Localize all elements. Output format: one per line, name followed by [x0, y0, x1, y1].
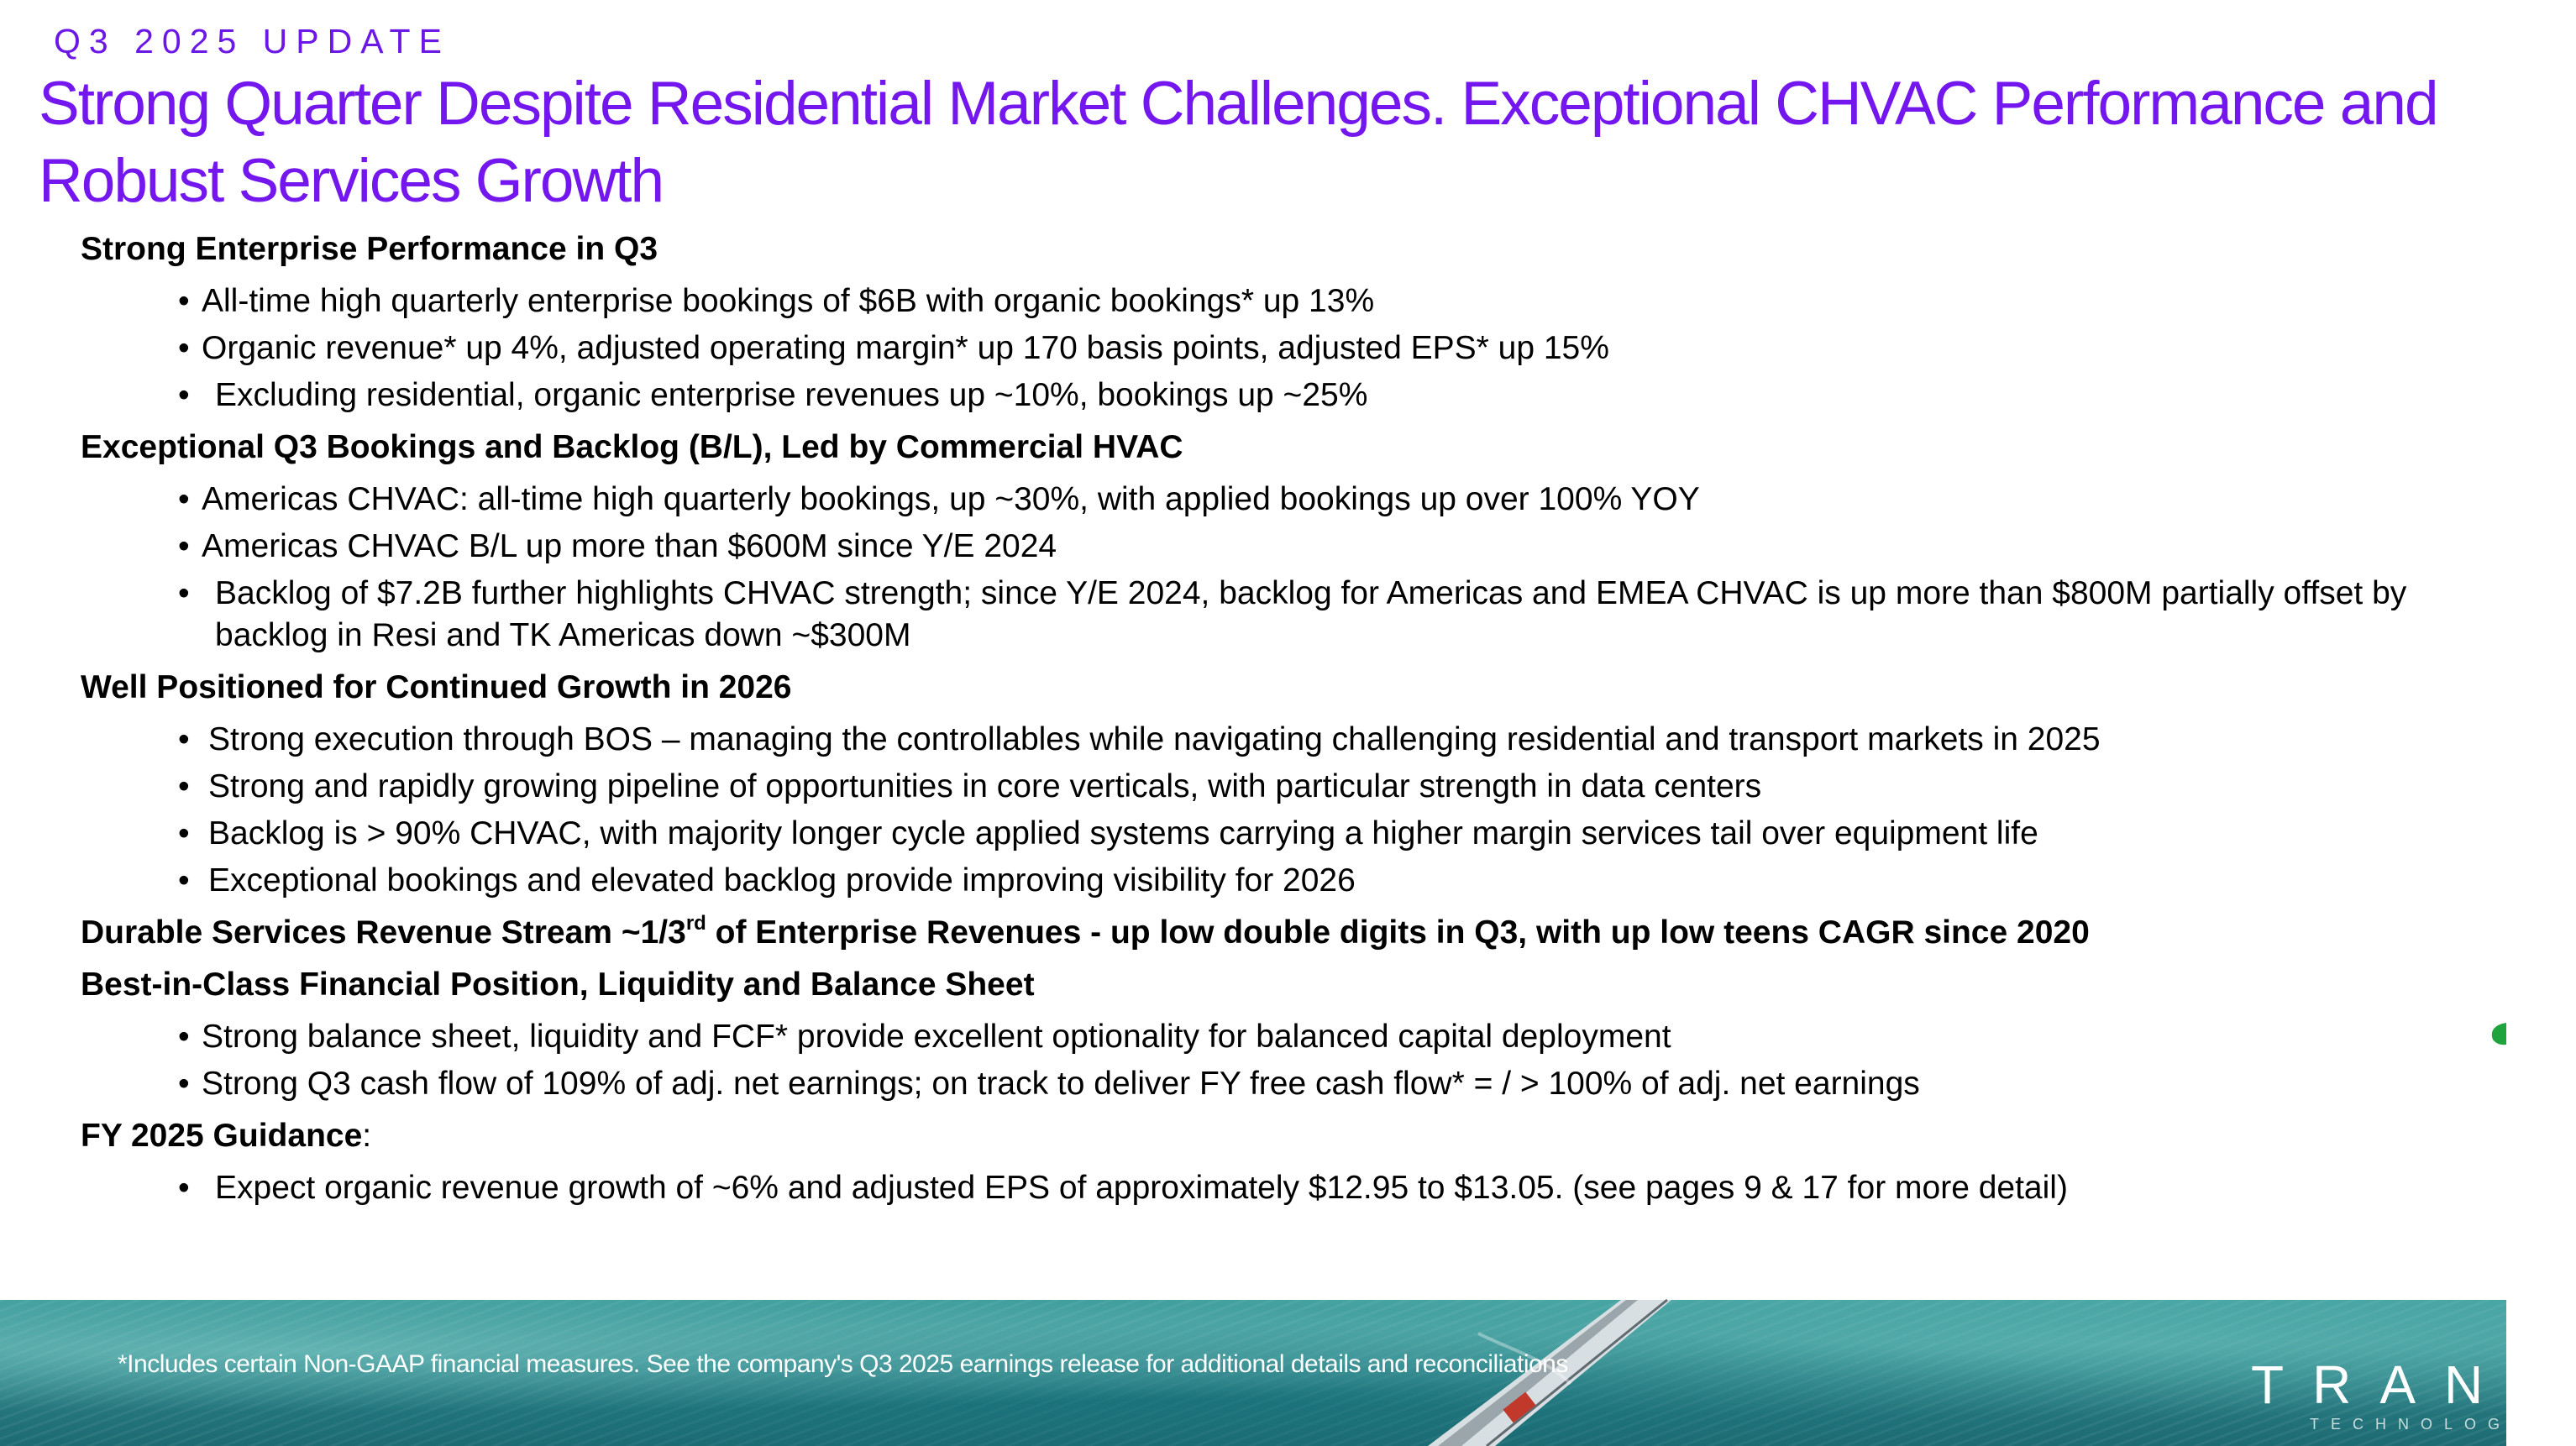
bullet-text: Strong Q3 cash flow of 109% of adj. net earnings; on track to deliver FY free cash flow* = / > 100% of adj. net earnings — [202, 1066, 1920, 1102]
section-heading: Best-in-Class Financial Position, Liquidity and Balance Sheet — [81, 967, 1035, 1003]
bullet-dot: • — [178, 528, 190, 564]
section-heading: Exceptional Q3 Bookings and Backlog (B/L), Led by Commercial HVAC — [81, 429, 1183, 465]
bullet-text: Excluding residential, organic enterprise revenues up ~10%, bookings up ~25% — [215, 377, 1368, 413]
slide-title: Strong Quarter Despite Residential Market Challenges. Exceptional CHVAC Performance and Robust Services Growth — [39, 70, 2437, 215]
bullet-text: Backlog of $7.2B further highlights CHVAC strength; since Y/E 2024, backlog for Americas and EMEA CHVAC is up more than $800M partially offset by backlog in Resi and TK Americas down ~$300M — [215, 575, 2407, 653]
bullet-item — [81, 1167, 2483, 1209]
bullet-text: Expect organic revenue growth of ~6% and adjusted EPS of approximately $12.95 to $13.05. (see pages 9 & 17 for more detail) — [215, 1170, 2068, 1206]
bullet-item — [81, 719, 2483, 761]
bullet-text: Strong and rapidly growing pipeline of opportunities in core verticals, with particular strength in data centers — [208, 768, 1762, 804]
leaf-icon — [2488, 1018, 2506, 1051]
bullet-item — [81, 573, 2483, 657]
bullet-item — [81, 327, 2483, 369]
heading-superscript: rd — [685, 912, 706, 935]
bullet-text: Backlog is > 90% CHVAC, with majority longer cycle applied systems carrying a higher margin services tail over equipment life — [208, 815, 2038, 851]
bullet-text: Americas CHVAC B/L up more than $600M since Y/E 2024 — [202, 528, 1057, 564]
slide-content — [81, 223, 2483, 1214]
bullet-dot: • — [178, 330, 190, 366]
bullet-dot: • — [178, 283, 190, 319]
trane-logo: TRANE — [2251, 1354, 2576, 1415]
bullet-dot: • — [178, 481, 190, 517]
bullet-dot: • — [178, 1019, 190, 1055]
heading-text: Durable Services Revenue Stream ~1/3 — [81, 914, 686, 951]
bullet-item — [81, 479, 2483, 521]
bullet-dot: • — [178, 815, 190, 851]
bullet-dot: • — [178, 1066, 190, 1102]
bullet-dot: • — [178, 575, 190, 611]
section-heading: Well Positioned for Continued Growth in 2026 — [81, 669, 792, 705]
bullet-item — [81, 1016, 2483, 1058]
trane-logo-subtitle: TECHNOLOGIES — [2310, 1416, 2572, 1433]
section-heading: Strong Enterprise Performance in Q3 — [81, 231, 658, 267]
bullet-dot: • — [178, 768, 190, 804]
section-heading — [81, 1110, 2483, 1162]
bullet-dot: • — [178, 377, 190, 413]
bullet-text: All-time high quarterly enterprise bookings of $6B with organic bookings* up 13% — [202, 283, 1375, 319]
bullet-dot: • — [178, 862, 190, 899]
bullet-text: Americas CHVAC: all-time high quarterly bookings, up ~30%, with applied bookings up over 100% YOY — [202, 481, 1700, 517]
bullet-item — [81, 1063, 2483, 1105]
footer-banner — [0, 1300, 2576, 1446]
heading-text: FY 2025 Guidance — [81, 1118, 363, 1154]
bullet-text: Organic revenue* up 4%, adjusted operating margin* up 170 basis points, adjusted EPS* up 15% — [202, 330, 1609, 366]
bullet-item — [81, 860, 2483, 902]
bullet-item — [81, 375, 2483, 417]
bullet-text: Exceptional bookings and elevated backlog provide improving visibility for 2026 — [208, 862, 1356, 899]
heading-colon: : — [362, 1118, 372, 1154]
bullet-dot: • — [178, 1170, 190, 1206]
heading-text: of Enterprise Revenues - up low double digits in Q3, with up low teens CAGR since 2020 — [706, 914, 2090, 951]
bullet-text: Strong balance sheet, liquidity and FCF* provide excellent optionality for balanced capital deployment — [202, 1019, 1671, 1055]
bullet-item — [81, 813, 2483, 855]
section-heading — [81, 907, 2483, 959]
bullet-dot: • — [178, 721, 190, 757]
footnote: *Includes certain Non-GAAP financial measures. See the company's Q3 2025 earnings release for additional details and reconciliations — [118, 1350, 1568, 1378]
bullet-item — [81, 526, 2483, 568]
bullet-text: Strong execution through BOS – managing the controllables while navigating challenging residential and transport markets in 2025 — [208, 721, 2101, 757]
bullet-item — [81, 766, 2483, 808]
slide-kicker: Q3 2025 UPDATE — [54, 22, 450, 60]
bullet-item — [81, 280, 2483, 322]
